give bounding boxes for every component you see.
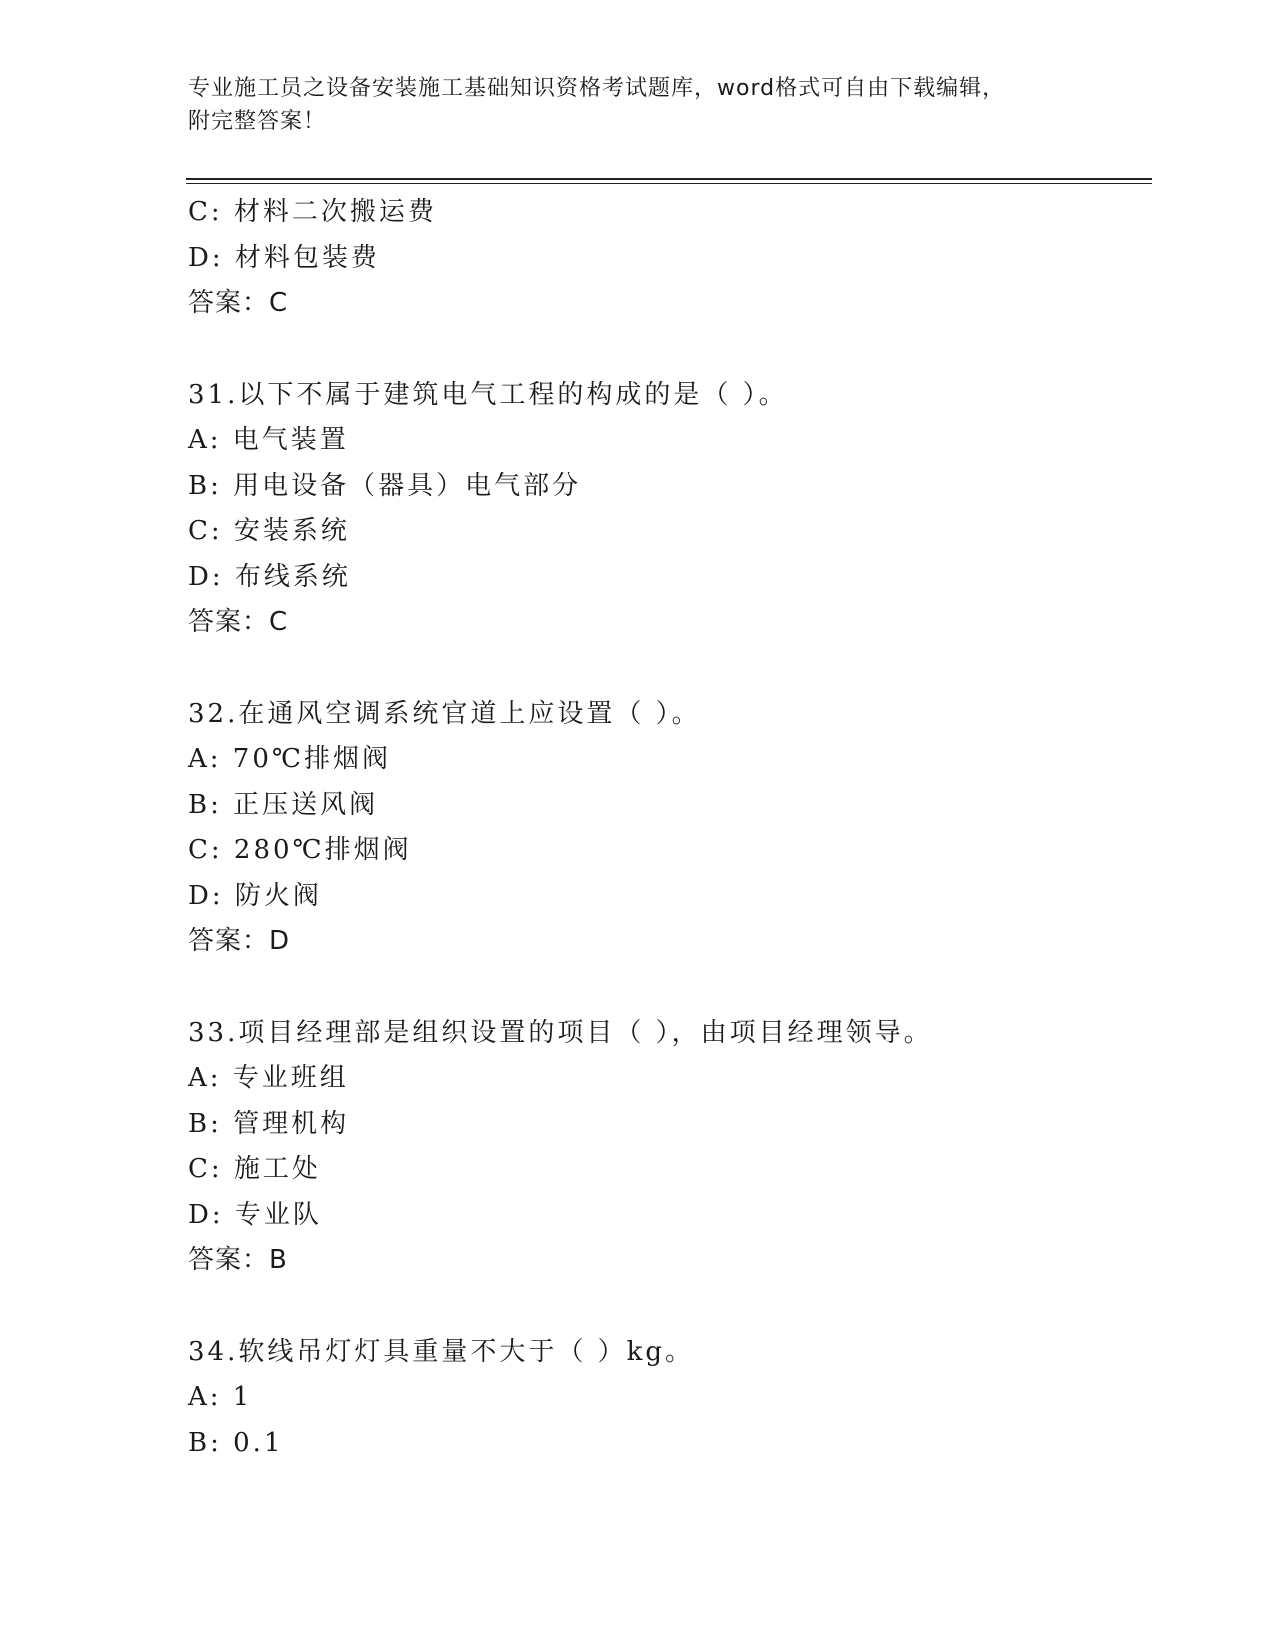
option-line: D: 专业队 xyxy=(188,1199,322,1230)
option-line: D: 布线系统 xyxy=(188,561,351,592)
answer-line: 答案：B xyxy=(188,1245,288,1275)
question-block xyxy=(188,190,1148,327)
document-header xyxy=(188,72,1088,138)
question-list xyxy=(188,190,1148,1466)
header-divider-thin xyxy=(186,183,1152,184)
option-line: A: 专业班组 xyxy=(188,1063,349,1093)
question-block xyxy=(188,1011,1148,1284)
question-block xyxy=(188,1330,1148,1467)
answer-line: 答案：C xyxy=(188,288,289,318)
header-line-1: 专业施工员之设备安装施工基础知识资格考试题库，word格式可自由下载编辑， xyxy=(188,76,1006,101)
option-line: C: 材料二次搬运费 xyxy=(188,197,437,227)
option-line: A: 电气装置 xyxy=(188,425,349,455)
option-line: B: 用电设备（器具）电气部分 xyxy=(188,470,582,501)
question-block xyxy=(188,373,1148,646)
header-divider xyxy=(186,178,1152,180)
option-line: C: 施工处 xyxy=(188,1154,321,1184)
option-line: B: 管理机构 xyxy=(188,1108,350,1139)
answer-line: 答案：D xyxy=(188,926,291,956)
question-block xyxy=(188,692,1148,965)
option-line: A: 1 xyxy=(188,1382,253,1412)
option-line: C: 280℃排烟阀 xyxy=(188,835,412,865)
question-text: 32.在通风空调系统官道上应设置（ ）。 xyxy=(188,698,701,729)
answer-line: 答案：C xyxy=(188,607,289,637)
header-line-2: 附完整答案！ xyxy=(188,109,327,134)
option-line: A: 70℃排烟阀 xyxy=(188,744,391,774)
option-line: B: 0.1 xyxy=(188,1427,284,1458)
question-text: 34.软线吊灯灯具重量不大于（ ）kg。 xyxy=(188,1336,695,1367)
option-line: B: 正压送风阀 xyxy=(188,789,379,820)
option-line: D: 材料包装费 xyxy=(188,242,380,273)
question-text: 31.以下不属于建筑电气工程的构成的是（ ）。 xyxy=(188,379,788,410)
question-text: 33.项目经理部是组织设置的项目（ ），由项目经理领导。 xyxy=(188,1017,933,1048)
option-line: D: 防火阀 xyxy=(188,880,322,911)
option-line: C: 安装系统 xyxy=(188,516,350,546)
